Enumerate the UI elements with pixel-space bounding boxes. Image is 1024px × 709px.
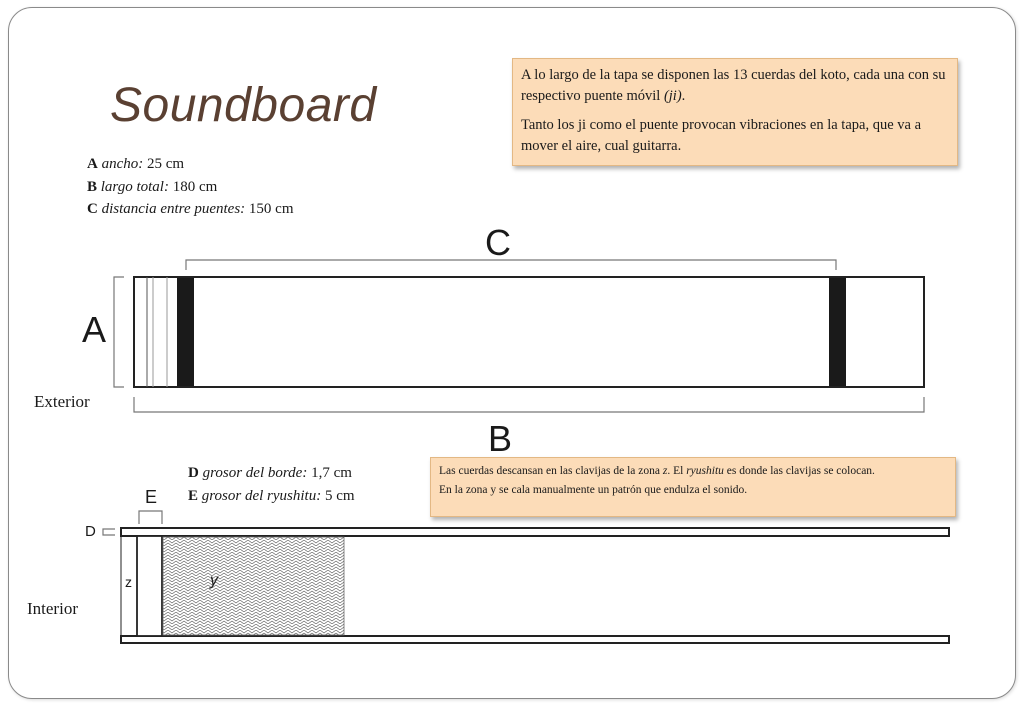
note1-text-end: .	[681, 88, 686, 104]
dimension-c-label: C	[485, 222, 511, 263]
spec-d-value: 1,7 cm	[311, 465, 352, 481]
dimension-b-bracket	[134, 397, 924, 412]
dimension-d-label: D	[85, 523, 96, 540]
dimension-c-bracket	[186, 260, 836, 270]
dimension-e-label: E	[145, 487, 158, 507]
spec-c-name: distancia entre puentes:	[101, 201, 246, 217]
spec-a-letter: A	[87, 156, 98, 172]
spec-c-letter: C	[87, 201, 98, 217]
note2-text-c: es donde las clavijas se colocan.	[726, 465, 875, 477]
spec-b-letter: B	[87, 178, 98, 195]
spec-d-name: grosor del borde:	[202, 465, 308, 481]
note1-paragraph-2: Tanto los ji como el puente provocan vibraciones en la tapa, que va a mover el aire, cual guitarra.	[521, 117, 922, 154]
note2-text-a: Las cuerdas descansan en las clavijas de la zona	[439, 465, 660, 477]
exterior-label: Exterior	[34, 392, 90, 411]
interior-top-edge	[121, 528, 949, 536]
spec-c-value: 150 cm	[248, 201, 294, 217]
interior-label: Interior	[27, 599, 78, 618]
exterior-board	[134, 277, 924, 387]
note2-paragraph-2: En la zona y se cala manualmente un patrón que endulza el sonido.	[439, 484, 748, 496]
bridge-right	[829, 278, 846, 386]
spec-e-letter: E	[188, 487, 199, 504]
spec-a-value: 25 cm	[147, 156, 185, 172]
dimension-a-bracket	[114, 277, 124, 387]
note1-text-a: A lo largo de la tapa se disponen las 13 cuerdas del koto, cada una con su respectivo puente móvil	[521, 67, 946, 104]
note2-text-ryushitu: ryushitu	[686, 465, 724, 477]
spec-e-value: 5 cm	[324, 487, 355, 504]
spec-a-name: ancho:	[101, 156, 144, 172]
page-title: Soundboard	[110, 79, 377, 132]
zone-y-pattern	[163, 537, 344, 635]
interior-bottom-edge	[121, 636, 949, 643]
dimension-b-label: B	[488, 418, 513, 459]
dimension-a-label: A	[82, 309, 107, 350]
spec-b-name: largo total:	[100, 178, 169, 195]
spec-e-name: grosor del ryushitu:	[201, 487, 322, 504]
note2-text-z: z	[662, 465, 668, 477]
note1-text-ji: (ji)	[663, 88, 682, 104]
ryushitu-block	[137, 536, 162, 636]
dimension-d-bracket	[103, 529, 115, 535]
note2-text-b: . El	[667, 465, 684, 477]
bridge-left	[177, 278, 194, 386]
zone-y-label: y	[210, 572, 218, 589]
dimension-e-bracket	[139, 511, 162, 524]
spec-d-letter: D	[188, 465, 199, 481]
spec-b-value: 180 cm	[172, 178, 218, 195]
zone-z-label: z	[125, 574, 132, 590]
